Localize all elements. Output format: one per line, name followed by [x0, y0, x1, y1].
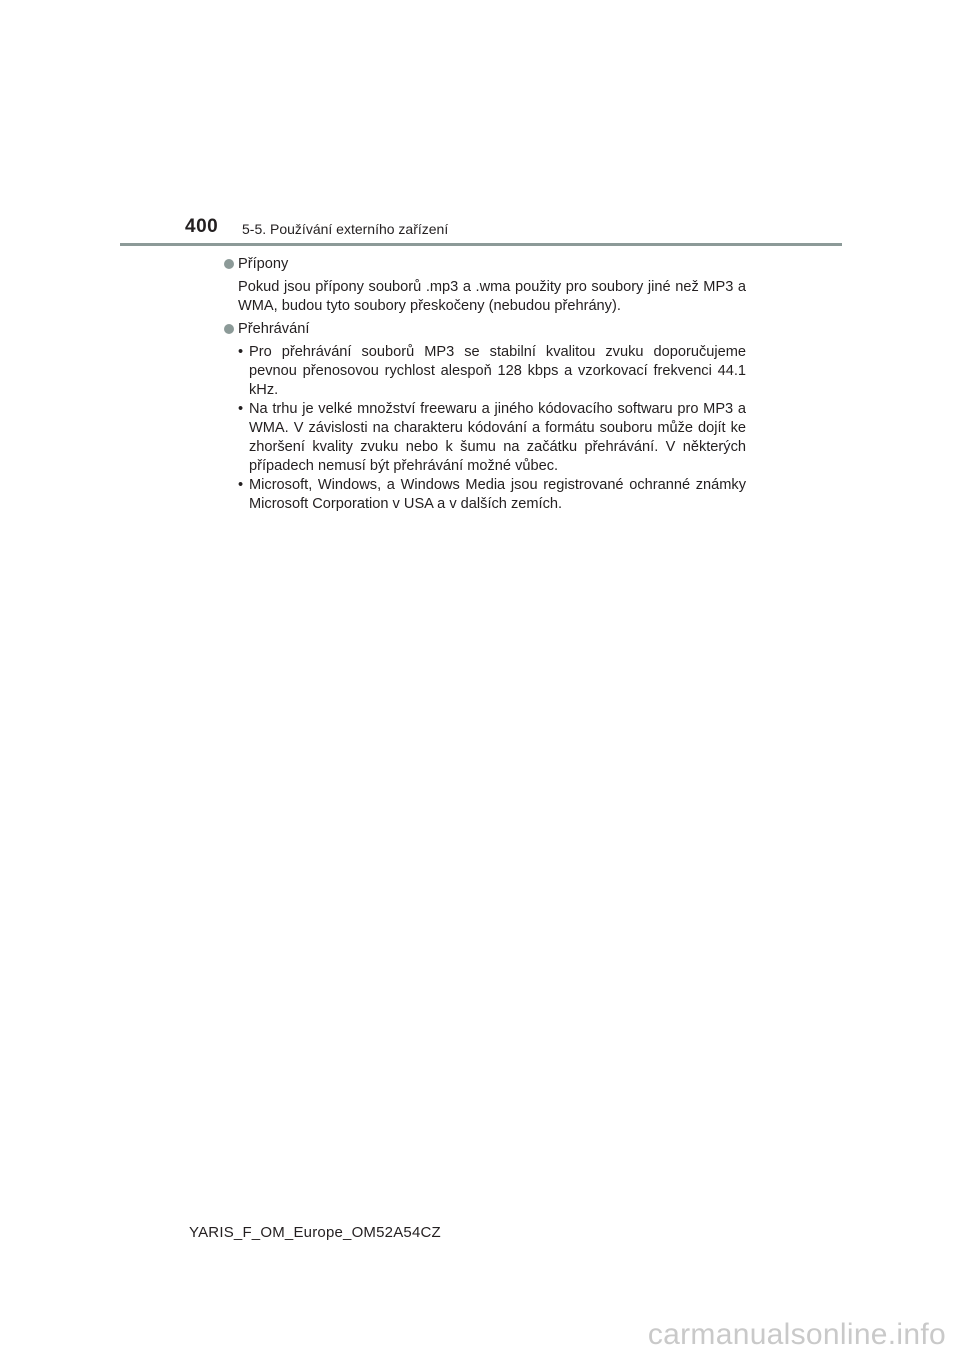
page-content — [224, 255, 746, 514]
topic-title: Přehrávání — [238, 321, 310, 337]
circle-bullet-icon — [224, 324, 234, 334]
bullet-dot-icon: • — [238, 344, 244, 360]
page-number: 400 — [185, 216, 219, 237]
list-item — [238, 400, 746, 476]
list-item — [238, 476, 746, 514]
topic-heading-extensions — [224, 255, 746, 274]
list-item — [238, 343, 746, 400]
topic-title: Přípony — [238, 256, 289, 272]
list-item-text: Pro přehrávání souborů MP3 se stabilní kvalitou zvuku doporučujeme pevnou přenosovou rychlost alespoň 128 kbps a vzorkovací frekvenci 44.1 kHz. — [249, 344, 746, 398]
bullet-dot-icon: • — [238, 401, 244, 417]
header-rule — [120, 243, 842, 246]
circle-bullet-icon — [224, 259, 234, 269]
playback-bullet-list — [238, 343, 746, 514]
watermark: carmanualsonline.info — [647, 1318, 946, 1351]
list-item-text: Na trhu je velké množství freewaru a jiného kódovacího softwaru pro MP3 a WMA. V závislosti na charakteru kódování a formátu souboru může dojít ke zhoršení kvality zvuku nebo k šumu na začátku přehrávání. V některých případech nemusí být přehrávání možné vůbec. — [249, 401, 746, 474]
topic-heading-playback — [224, 320, 746, 339]
topic-paragraph: Pokud jsou přípony souborů .mp3 a .wma použity pro soubory jiné než MP3 a WMA, budou tyto soubory přeskočeny (nebudou přehrány). — [238, 279, 746, 314]
section-title: 5-5. Používání externího zařízení — [242, 221, 449, 237]
footer-doc-id: YARIS_F_OM_Europe_OM52A54CZ — [189, 1224, 441, 1241]
bullet-dot-icon: • — [238, 477, 244, 493]
list-item-text: Microsoft, Windows, a Windows Media jsou registrované ochranné známky Microsoft Corporation v USA a v dalších zemích. — [249, 477, 746, 512]
